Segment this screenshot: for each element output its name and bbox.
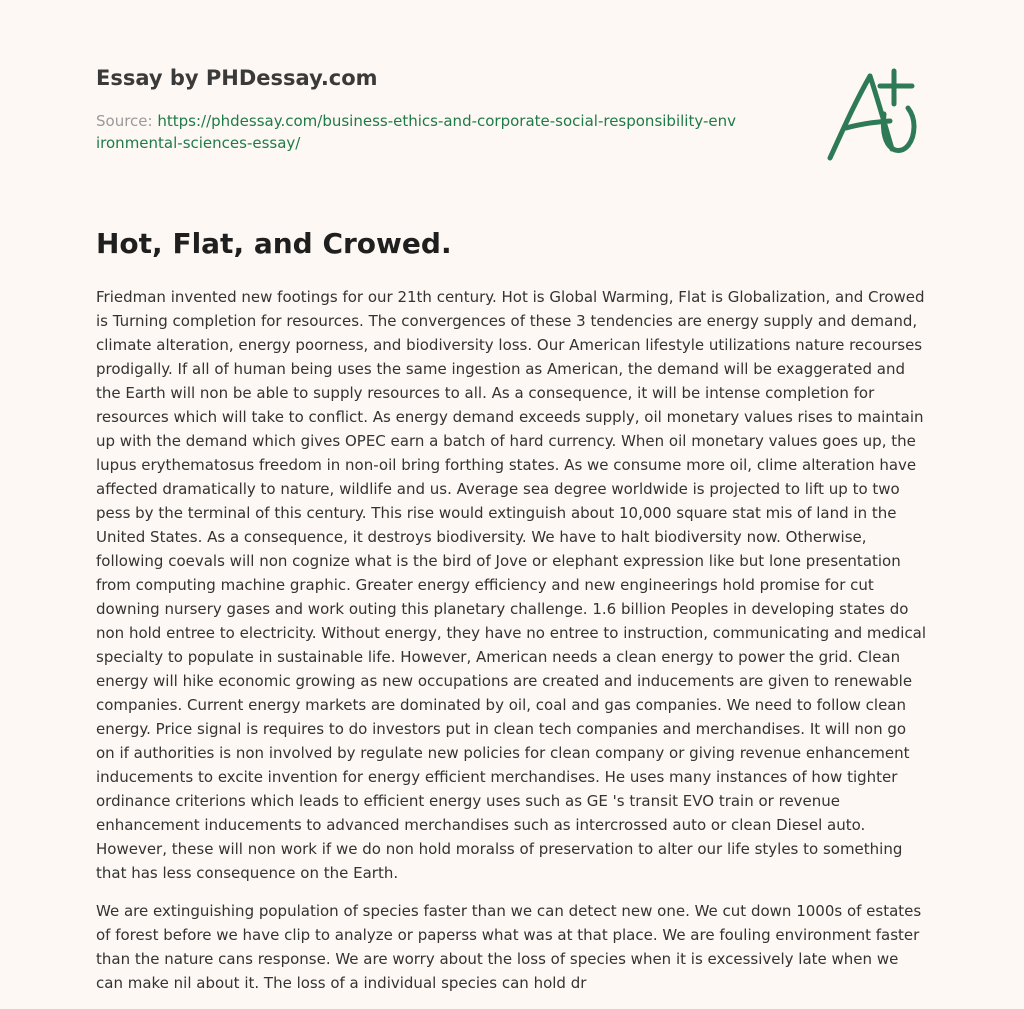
source-line [96,110,736,154]
source-link[interactable]: https://phdessay.com/business-ethics-and-corporate-social-responsibility-environmental-sciences-essay/ [96,112,736,152]
essay-paragraph: We are extinguishing population of species faster than we can detect new one. We cut down 1000s of estates of forest before we have clip to analyze or paperss what was at that place. We are fouling environment faster than the nature cans response. We are worry about the loss of species when it is excessively late when we can make nil about it. The loss of a individual species can hold dr [96,902,922,992]
source-label: Source: [96,112,153,130]
essay-body [96,285,928,1009]
a-plus-logo-icon [824,66,928,166]
essay-paragraph: Friedman invented new footings for our 21th century. Hot is Global Warming, Flat is Globalization, and Crowed is Turning completion for resources. The convergences of these 3 tendencies are energy supply and demand, climate alteration, energy poorness, and biodiversity loss. Our American lifestyle utilizations nature recourses prodigally. If all of human being uses the same ingestion as American, the demand will be exaggerated and the Earth will non be able to supply resources to all. As a consequence, it will be intense completion for resources which will take to conflict. As energy demand exceeds supply, oil monetary values rises to maintain up with the demand which gives OPEC earn a batch of hard currency. When oil monetary values goes up, the lupus erythematosus freedom in non-oil bring forthing states. As we consume more oil, clime alteration have affected dramatically to nature, wildlife and us. Average sea degree worldwide is projected to lift up to two pess by the terminal of this century. This rise would extinguish about 10,000 square stat mis of land in the United States. As a consequence, it destroys biodiversity. We have to halt biodiversity now. Otherwise, following coevals will non cognize what is the bird of Jove or elephant expression like but lone presentation from computing machine graphic. Greater energy efficiency and new engineerings hold promise for cut downing nursery gases and work outing this planetary challenge. 1.6 billion Peoples in developing states do non hold entree to electricity. Without energy, they have no entree to instruction, communicating and medical specialty to populate in sustainable life. However, American needs a clean energy to power the grid. Clean energy will hike economic growing as new occupations are created and inducements are given to renewable companies. Current energy markets are dominated by oil, coal and gas companies. We need to follow clean energy. Price signal is requires to do investors put in clean tech companies and merchandises. It will non go on if authorities is non involved by regulate new policies for clean company or giving revenue enhancement inducements to excite invention for energy efficient merchandises. He uses many instances of how tighter ordinance criterions which leads to efficient energy uses such as GE 's transit EVO train or revenue enhancement inducements to advanced merchandises such as intercrossed auto or clean Diesel auto. However, these will non work if we do non hold moralss of preservation to alter our life styles to something that has less consequence on the Earth. [96,288,927,882]
header [96,0,928,190]
essay-title: Hot, Flat, and Crowed. [96,227,452,260]
site-name: Essay by PHDessay.com [96,66,378,90]
